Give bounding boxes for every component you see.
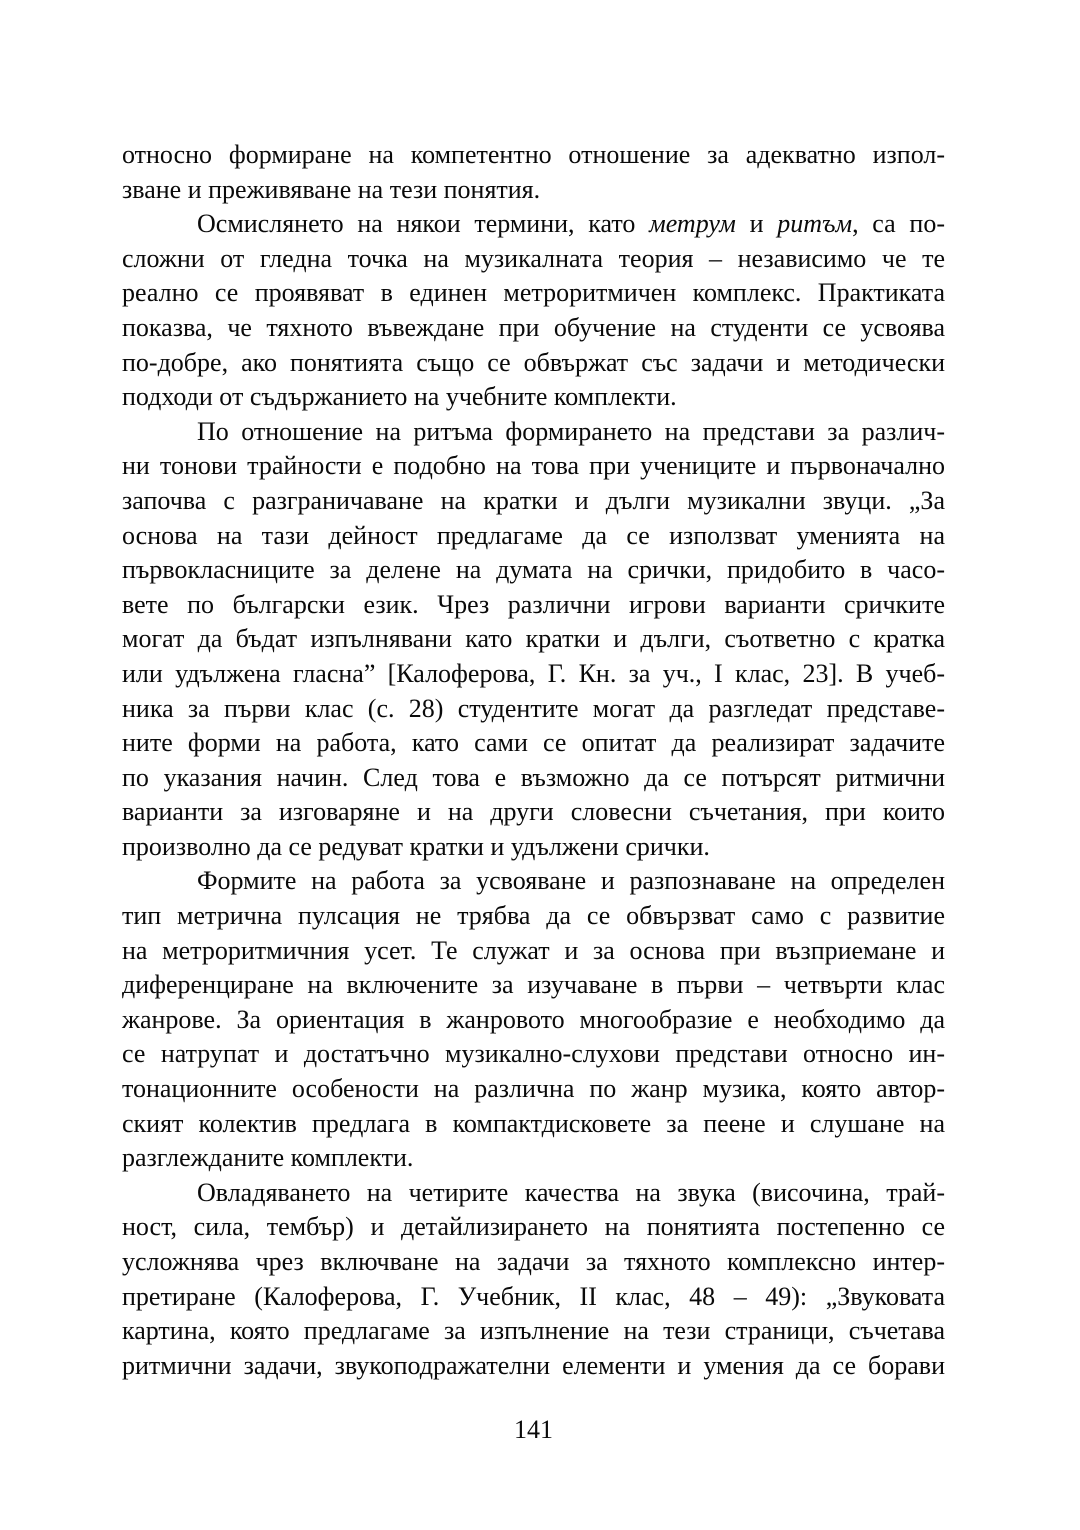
text-line: ни тонови трайности е подобно на това при учениците и първоначално [122, 451, 945, 481]
text-line: ският колектив предлага в компактдисковете за пеене и слушане на [122, 1108, 945, 1138]
text-line: на метроритмичния усет. Те служат и за основа при възприемане и [122, 935, 945, 965]
text-line: претиране (Калоферова, Г. Учебник, II клас, 48 – 49): „Звуковата [122, 1281, 945, 1311]
text-line: вете по български език. Чрез различни игрови варианти сричките [122, 589, 945, 619]
text-line: тонационните особености на различна по жанр музика, която автор- [122, 1074, 945, 1104]
text-line: Осмислянето на някои термини, като метрум и ритъм, са по- [197, 209, 945, 239]
text-line: зване и преживяване на тези понятия. [122, 174, 541, 204]
text-line: ритмични задачи, звукоподражателни елементи и умения да се борави [122, 1350, 945, 1380]
text-line: картина, която предлагаме за изпълнение на тези страници, съчетава [122, 1316, 945, 1346]
text-line: първокласниците за делене на думата на срички, придобито в часо- [122, 555, 945, 585]
text-line: реално се проявяват в единен метроритмичен комплекс. Практиката [122, 278, 945, 308]
page-number: 141 [514, 1415, 553, 1445]
text-line: ника за първи клас (с. 28) студентите могат да разгледат представе- [122, 693, 945, 723]
text-line: подходи от съдържанието на учебните комплекти. [122, 382, 677, 412]
text-line: диференциране на включените за изучаване в първи – четвърти клас [122, 970, 945, 1000]
text-line: Формите на работа за усвояване и разпознаване на определен [197, 866, 945, 896]
text-line: или удължена гласна” [Калоферова, Г. Кн. за уч., I клас, 23]. В учеб- [122, 658, 945, 688]
text-line: По отношение на ритъма формирането на представи за различ- [197, 416, 945, 446]
text-line: сложни от гледна точка на музикалната теория – независимо че те [122, 243, 945, 273]
text-line: ните форми на работа, като сами се опитат да реализират задачите [122, 728, 945, 758]
text-line: варианти за изговаряне и на други словесни съчетания, при които [122, 797, 945, 827]
text-line: тип метрична пулсация не трябва да се обвързват само с развитие [122, 901, 945, 931]
text-line: се натрупат и достатъчно музикално-слухови представи относно ин- [122, 1039, 945, 1069]
text-column [122, 138, 945, 1383]
text-line: основа на тази дейност предлагаме да се използват уменията на [122, 520, 945, 550]
text-line: могат да бъдат изпълнявани като кратки и дълги, съответно с кратка [122, 624, 945, 654]
text-line: произволно да се редуват кратки и удължени срички. [122, 831, 710, 861]
text-line: показва, че тяхното въвеждане при обучение на студенти се усвоява [122, 312, 945, 342]
text-line: относно формиране на компетентно отношение за адекватно изпол- [122, 140, 945, 169]
text-line: усложнява чрез включване на задачи за тяхното комплексно интер- [122, 1247, 945, 1276]
text-line: разглежданите комплекти. [122, 1143, 414, 1173]
text-line: по указания начин. След това е възможно да се потърсят ритмични [122, 762, 945, 792]
text-line: Овладяването на четирите качества на звука (височина, трай- [197, 1177, 945, 1207]
text-line: жанрове. За ориентация в жанровото многообразие е необходимо да [122, 1004, 945, 1034]
text-line: започва с разграничаване на кратки и дълги музикални звуци. „За [122, 485, 945, 515]
text-line: ност, сила, тембър) и детайлизирането на понятията постепенно се [122, 1212, 945, 1242]
text-line: по-добре, ако понятията също се обвържат със задачи и методически [122, 347, 945, 377]
